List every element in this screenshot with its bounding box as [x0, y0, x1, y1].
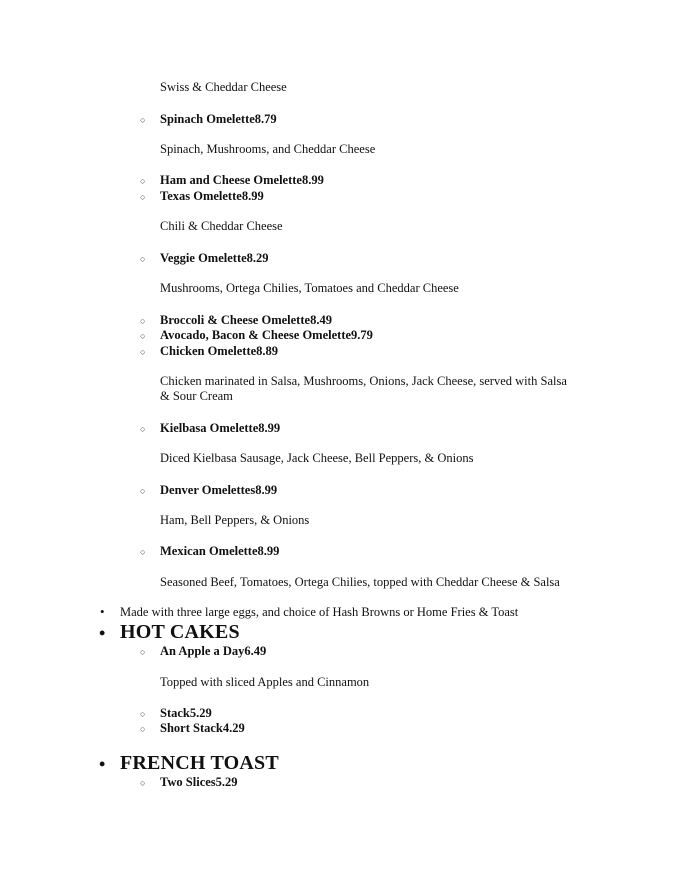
list-circle-icon: ○	[140, 347, 146, 357]
list-circle-icon: ○	[140, 647, 146, 657]
omelette-note: Made with three large eggs, and choice of Hash Browns or Home Fries & Toast	[120, 605, 519, 619]
menu-item-avocado: Avocado, Bacon & Cheese Omelette9.79	[160, 328, 373, 342]
list-circle-icon: ○	[140, 331, 146, 341]
menu-item-mexican: Mexican Omelette8.99	[160, 544, 280, 558]
menu-item-two-slices: Two Slices5.29	[160, 775, 238, 789]
list-circle-icon: ○	[140, 254, 146, 264]
item-description: Mushrooms, Ortega Chilies, Tomatoes and Cheddar Cheese	[160, 281, 459, 295]
list-circle-icon: ○	[140, 115, 146, 125]
item-description: Spinach, Mushrooms, and Cheddar Cheese	[160, 142, 376, 156]
item-description: Ham, Bell Peppers, & Onions	[160, 513, 310, 527]
list-circle-icon: ○	[140, 176, 146, 186]
item-description: Chicken marinated in Salsa, Mushrooms, Onions, Jack Cheese, served with Salsa	[160, 374, 567, 388]
menu-item-spinach: Spinach Omelette8.79	[160, 112, 277, 126]
section-title-hot-cakes: HOT CAKES	[120, 621, 240, 643]
menu-item-texas: Texas Omelette8.99	[160, 189, 264, 203]
list-circle-icon: ○	[140, 724, 146, 734]
section-title-french-toast: FRENCH TOAST	[120, 752, 279, 774]
menu-item-veggie: Veggie Omelette8.29	[160, 251, 269, 265]
list-circle-icon: ○	[140, 709, 146, 719]
item-description: Seasoned Beef, Tomatoes, Ortega Chilies, topped with Cheddar Cheese & Salsa	[160, 575, 560, 589]
menu-item-chicken: Chicken Omelette8.89	[160, 344, 279, 358]
menu-item-short-stack: Short Stack4.29	[160, 721, 245, 735]
list-circle-icon: ○	[140, 192, 146, 202]
menu-item-stack: Stack5.29	[160, 706, 212, 720]
bullet-icon: •	[99, 623, 106, 643]
list-circle-icon: ○	[140, 316, 146, 326]
item-description: Swiss & Cheddar Cheese	[160, 80, 287, 94]
menu-item-kielbasa: Kielbasa Omelette8.99	[160, 421, 281, 435]
item-description: Diced Kielbasa Sausage, Jack Cheese, Bell Peppers, & Onions	[160, 451, 474, 465]
bullet-icon: •	[100, 604, 105, 619]
list-circle-icon: ○	[140, 778, 146, 788]
menu-item-broccoli: Broccoli & Cheese Omelette8.49	[160, 313, 332, 327]
bullet-icon: •	[99, 754, 106, 774]
list-circle-icon: ○	[140, 547, 146, 557]
item-description: Chili & Cheddar Cheese	[160, 219, 283, 233]
list-circle-icon: ○	[140, 486, 146, 496]
menu-item-ham-cheese: Ham and Cheese Omelette8.99	[160, 173, 324, 187]
item-description: & Sour Cream	[160, 389, 233, 403]
list-circle-icon: ○	[140, 424, 146, 434]
menu-item-denver: Denver Omelettes8.99	[160, 483, 278, 497]
menu-item-apple-a-day: An Apple a Day6.49	[160, 644, 267, 658]
item-description: Topped with sliced Apples and Cinnamon	[160, 675, 370, 689]
